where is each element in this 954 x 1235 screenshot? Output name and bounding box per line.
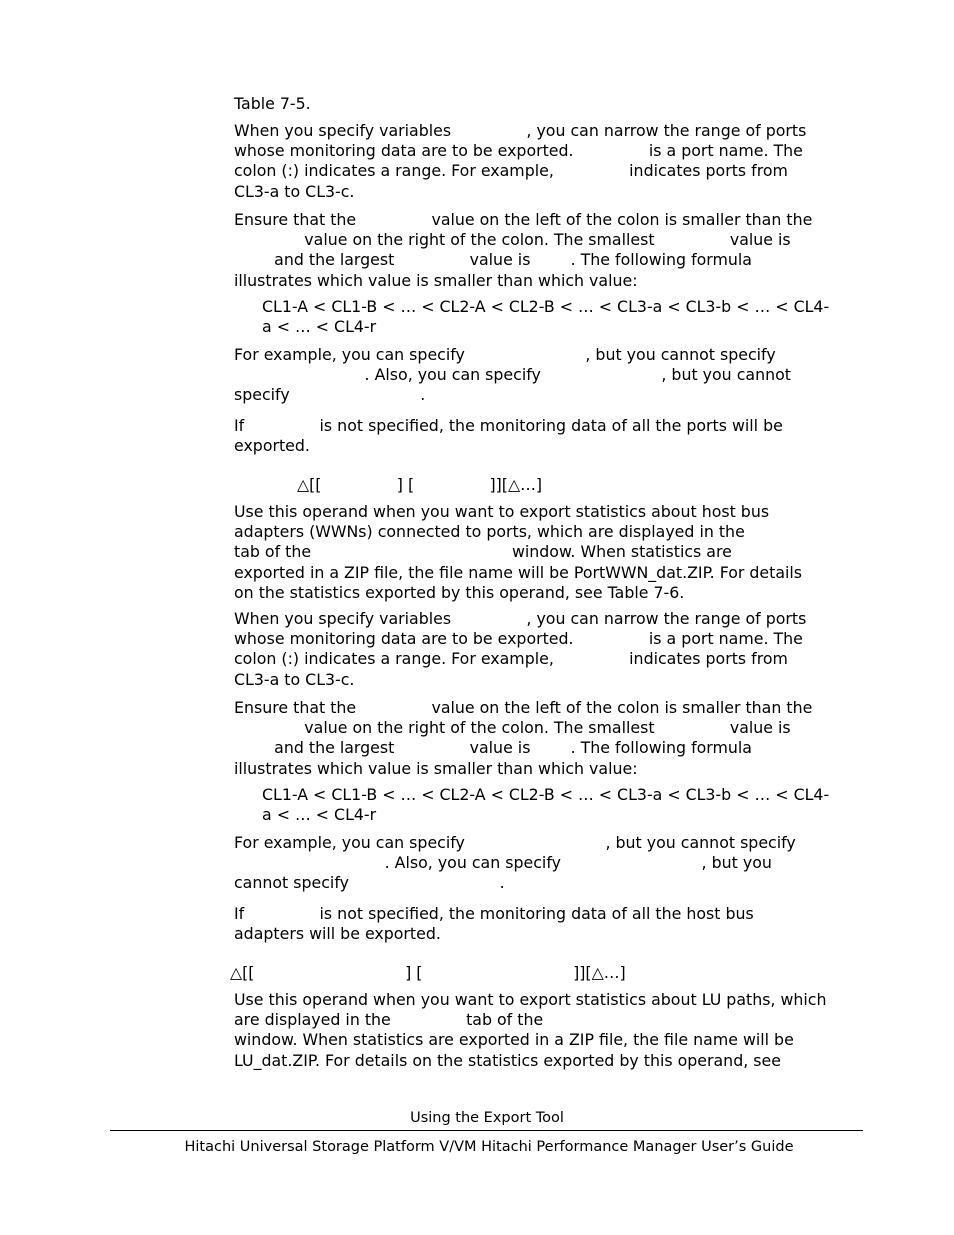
text-line: are displayed in the tab of the (234, 1010, 544, 1030)
text-line: If is not specified, the monitoring data of all the host bus (234, 904, 754, 923)
paragraph-portwwn-order-rule (234, 698, 812, 779)
text-line: whose monitoring data are to be exported. is a port name. The (234, 141, 803, 161)
text-line: adapters will be exported. (234, 924, 441, 944)
footer-guide-title: Hitachi Universal Storage Platform V/VM Hitachi Performance Manager User’s Guide (184, 1139, 794, 1155)
text-line: . Also, you can specify , but you (234, 853, 772, 873)
text-line: CL3-a to CL3-c. (234, 181, 355, 201)
text-line: CL3-a to CL3-c. (234, 669, 355, 689)
paragraph-lupath-description (234, 990, 827, 1071)
text-line: CL1-A < CL1-B < … < CL2-A < CL2-B < … < CL3-a < CL3-b < … < CL4- (262, 785, 830, 804)
text-line: If is not specified, the monitoring data of all the ports will be (234, 416, 783, 435)
text-line: colon (:) indicates a range. For example, indicates ports from (234, 649, 788, 669)
portwwn-order-formula (262, 785, 829, 825)
text-line: When you specify variables , you can narrow the range of ports (234, 609, 807, 628)
operand-syntax-lupath: △[[ ] [ ]][△…] (230, 963, 626, 982)
footer-divider (110, 1130, 863, 1131)
text-line: . Also, you can specify , but you cannot (234, 365, 791, 385)
text-line: illustrates which value is smaller than which value: (234, 270, 638, 290)
text-line: exported. (234, 436, 310, 456)
text-line: Ensure that the value on the left of the colon is smaller than the (234, 210, 813, 229)
port-order-formula (262, 297, 829, 337)
paragraph-portwwn-default (234, 904, 754, 944)
text-line: and the largest value is . The following formula (234, 738, 752, 758)
text-line: cannot specify . (234, 873, 505, 893)
text-line: specify . (234, 385, 426, 405)
footer-section-title: Using the Export Tool (410, 1110, 564, 1126)
text-line: Use this operand when you want to export statistics about LU paths, which (234, 990, 827, 1009)
text-line: illustrates which value is smaller than which value: (234, 758, 638, 778)
text-line: whose monitoring data are to be exported. is a port name. The (234, 629, 803, 649)
text-line: and the largest value is . The following formula (234, 250, 752, 270)
text-line: adapters (WWNs) connected to ports, which are displayed in the (234, 522, 745, 542)
text-line: colon (:) indicates a range. For example, indicates ports from (234, 161, 788, 181)
paragraph-portwwn-example (234, 833, 796, 894)
text-line: a < … < CL4-r (262, 317, 377, 337)
text-line: a < … < CL4-r (262, 805, 377, 825)
operand-syntax-portwwn: △[[ ] [ ]][△…] (297, 475, 543, 494)
paragraph-port-order-rule (234, 210, 812, 291)
text-line: value on the right of the colon. The smallest value is (234, 718, 791, 738)
text-line: For example, you can specify , but you cannot specify (234, 345, 776, 364)
text-line: Use this operand when you want to export statistics about host bus (234, 502, 770, 521)
text-line: tab of the window. When statistics are (234, 542, 732, 562)
text-line: exported in a ZIP file, the file name will be PortWWN_dat.ZIP. For details (234, 562, 803, 582)
text-line: CL1-A < CL1-B < … < CL2-A < CL2-B < … < CL3-a < CL3-b < … < CL4- (262, 297, 830, 316)
text-line: value on the right of the colon. The smallest value is (234, 230, 791, 250)
paragraph-port-default (234, 416, 783, 456)
paragraph-port-example (234, 345, 791, 406)
text-line: When you specify variables , you can narrow the range of ports (234, 121, 807, 140)
text-line: on the statistics exported by this operand, see Table 7-6. (234, 582, 685, 602)
text-line: For example, you can specify , but you cannot specify (234, 833, 796, 852)
text-line: Table 7-5. (234, 94, 311, 113)
paragraph-portwwn-description (234, 502, 802, 603)
text-line: LU_dat.ZIP. For details on the statistics exported by this operand, see (234, 1050, 781, 1070)
paragraph-portwwn-range-variables (234, 609, 806, 690)
paragraph-table-reference (234, 94, 311, 114)
text-line: Ensure that the value on the left of the colon is smaller than the (234, 698, 813, 717)
text-line: window. When statistics are exported in a ZIP file, the file name will be (234, 1030, 794, 1050)
paragraph-port-range-variables (234, 121, 806, 202)
